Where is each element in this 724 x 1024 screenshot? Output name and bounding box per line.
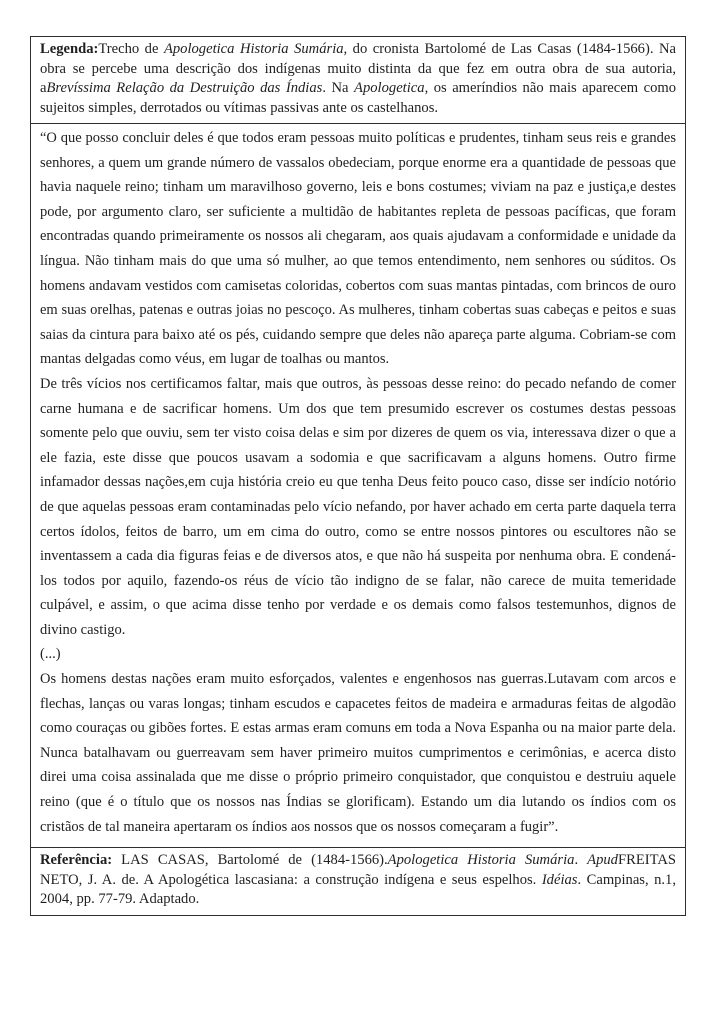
reference-body: LAS CASAS, Bartolomé de (1484-1566).Apologetica Historia Sumária. ApudFREITAS NETO, J. A. de. A Apologética lascasiana: a construção indígena e seus espelhos. Idéias. Campinas, n.1, 2004, pp. 77-79. Adaptado. bbox=[40, 852, 677, 908]
quote-paragraph: (...) bbox=[40, 646, 61, 663]
legend-body: Trecho de Apologetica Historia Sumária, do cronista Bartolomé de Las Casas (1484-1566). Na obra se percebe uma descrição dos indígenas muito distinta da que fez em outra obra de sua autoria, aBrevíssima Relação da Destruição das Índias. Na Apologetica, os ameríndios não mais aparecem como sujeitos simples, derrotados ou vítimas passivas ante os castelhanos. bbox=[40, 41, 677, 116]
reference-label: Referência: bbox=[40, 852, 113, 869]
legend-label: Legenda: bbox=[40, 41, 99, 57]
quote-paragraph: Os homens destas nações eram muito esforçados, valentes e engenhosos nas guerras.Lutavam com arcos e flechas, lanças ou varas longas; tinham escudos e capacetes feitos de madeira e armaduras feitas de algodão como couraças ou gibões fortes. E estas armas eram comuns em toda a Nova Espanha ou na maior parte dela. Nunca batalhavam ou guerreavam sem haver primeiro muitos cumprimentos e cerimônias, e acerca disto direi uma coisa assinalada que me disse o próprio primeiro conquistador, que conquistou e destruiu aquele reino (que é o título que os nossos nas Índias se glorificam). Estando um dia lutando os índios com os cristãos de tal maneira apertaram os índios aos nossos que os nossos começaram a fugir”. bbox=[40, 671, 676, 835]
legend-text bbox=[40, 40, 676, 118]
reference-row bbox=[31, 848, 685, 915]
document-table bbox=[30, 36, 686, 916]
quote-row bbox=[31, 124, 685, 848]
reference-text bbox=[40, 851, 676, 910]
quote-paragraph: De três vícios nos certificamos faltar, mais que outros, às pessoas desse reino: do pecado nefando de comer carne humana e de sacrificar homens. Um dos que tem presumido escrever os costumes destas pessoas somente pelo que ouviu, sem ter visto coisa delas e sim por dizeres de quem os via, interessava dizer o que a ele fazia, este disse que poucos usavam a sodomia e que sacrificavam a alguns homens. Outro firme infamador dessas nações,em cuja história creio eu que tenha Deus feito pouco caso, disse ser indício notório de que aquelas pessoas eram contaminadas pelo vício nefando, por haver achado em certa parte daquela terra certos ídolos, feitos de barro, um em cima do outro, como se entre nossos pintores ou escultores não se inventassem a cada dia figuras feias e de diversos atos, e que não há suspeita por nenhuma obra. E condená-los todos por aquilo, fazendo-os réus de vício tão indigno de se falar, não carece de muita temeridade culpável, e assim, o que acima disse tenho por verdade e os demais como falsos testemunhos, dignos de divino castigo. bbox=[40, 375, 676, 638]
quote-paragraph: “O que posso concluir deles é que todos eram pessoas muito políticas e prudentes, tinham seus reis e grandes senhores, a quem um grande número de vassalos obedeciam, porque enorme era a quantidade de pessoas que havia naquele reino; tinham um maravilhoso governo, leis e bons costumes; viviam na paz e justiça,e destes pode, por argumento claro, ser suficiente a multidão de habitantes repleta de pessoas pacíficas, que foram encontradas quando primeiramente os nossos ali chegaram, aos quais ajudavam a conformidade e unidade da língua. Não tinham mais do que uma só mulher, ao que temos entendimento, nem senhores ou súditos. Os homens andavam vestidos com camisetas coloridas, cobertos com suas mantas pintadas, com brincos de ouro em suas orelhas, patenas e outras joias no pescoço. As mulheres, tinham cobertas suas cabeças e peitos e suas saias da cintura para baixo até os pés, cuidando sempre que deles não apareça parte alguma. Cobriam-se com mantas delgadas como véus, em lugar de toalhas ou mantos. bbox=[40, 130, 676, 368]
legend-row bbox=[31, 37, 685, 124]
quote-text bbox=[40, 126, 676, 839]
